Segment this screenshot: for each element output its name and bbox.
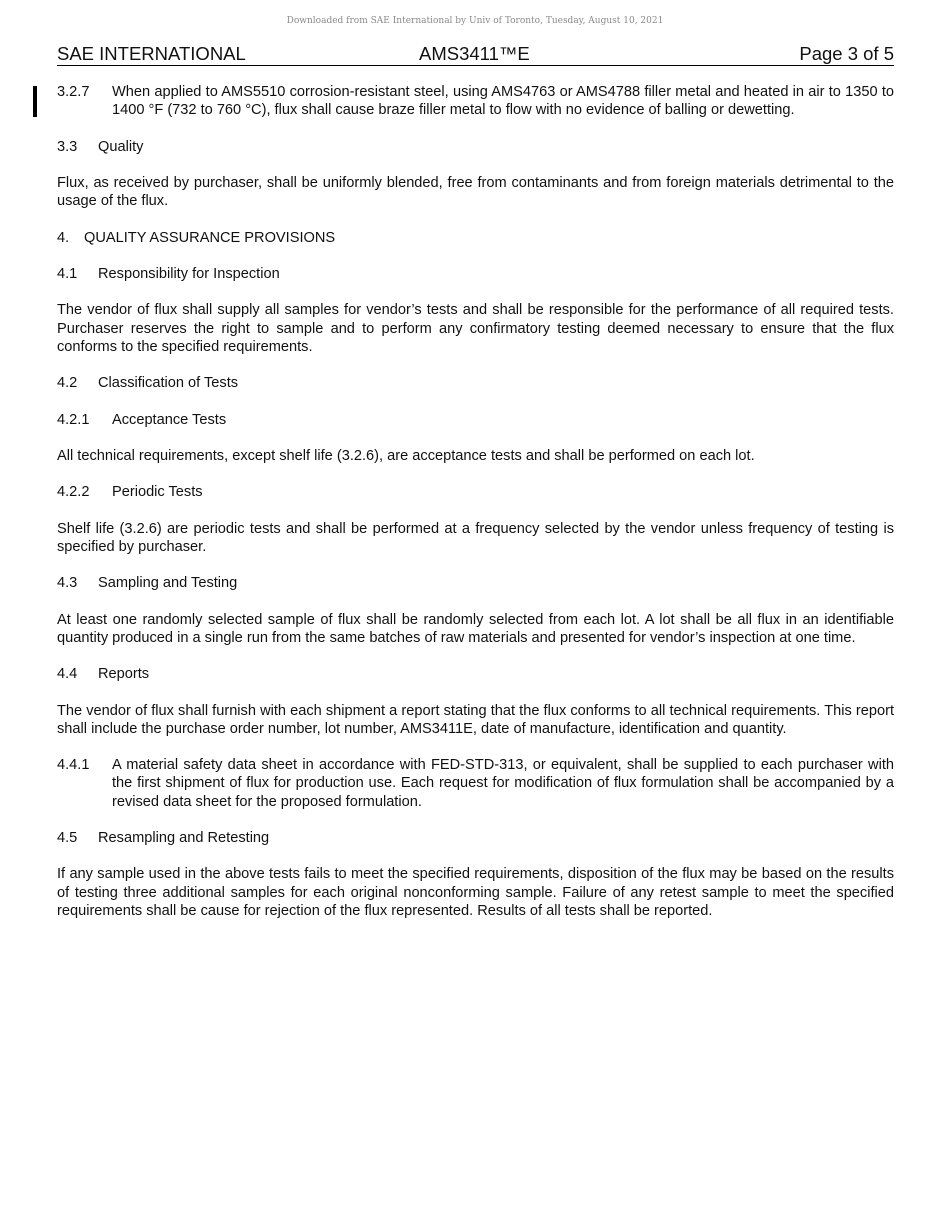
- section-4-5-paragraph: If any sample used in the above tests fails to meet the specified requirements, disposition of the flux may be based on the results of testing three additional samples for each original nonconforming sample. Failure of any retest sample to meet the specified requirements shall be cause for rejection of the flux represented. Results of all tests shall be reported.: [57, 866, 894, 919]
- section-number: 3.3: [57, 138, 78, 155]
- section-4-4-1: [57, 756, 894, 811]
- section-title: Quality: [98, 138, 144, 155]
- section-4-5-heading: [57, 829, 894, 847]
- section-4-4-heading: [57, 665, 894, 683]
- section-title: Periodic Tests: [112, 484, 203, 501]
- document-body: [57, 83, 894, 938]
- section-title: Reports: [98, 666, 150, 683]
- section-4-heading: [57, 229, 894, 247]
- section-4-2-2-heading: [57, 483, 894, 501]
- section-text: When applied to AMS5510 corrosion-resistant steel, using AMS4763 or AMS4788 filler metal and heated in air to 1350 to 1400 °F (732 to 760 °C), flux shall cause braze filler metal to flow with no evidence of balling or dewetting.: [112, 84, 894, 119]
- section-4-3-heading: [57, 574, 894, 592]
- section-text: A material safety data sheet in accordance with FED-STD-313, or equivalent, shall be supplied to each purchaser with the first shipment of flux for production use. Each request for modification of flux formulation shall be accompanied by a revised data sheet for the proposed formulation.: [112, 757, 894, 810]
- download-watermark: Downloaded from SAE International by Univ of Toronto, Tuesday, August 10, 2021: [286, 16, 664, 26]
- section-number: 4.5: [57, 830, 78, 847]
- section-title: QUALITY ASSURANCE PROVISIONS: [84, 229, 336, 246]
- section-4-3-paragraph: At least one randomly selected sample of flux shall be randomly selected from each lot. A lot shall be all flux in an identifiable quantity produced in a single run from the same batches of raw materials and presented for vendor’s inspection at one time.: [57, 611, 894, 646]
- section-number: 4.4.1: [57, 757, 90, 774]
- section-4-2-heading: [57, 374, 894, 392]
- section-number: 4.3: [57, 575, 78, 592]
- section-3-3-paragraph: Flux, as received by purchaser, shall be uniformly blended, free from contaminants and from foreign materials detrimental to the usage of the flux.: [57, 174, 894, 210]
- section-4-2-1-heading: [57, 411, 894, 429]
- section-number: 3.2.7: [57, 84, 90, 100]
- section-3-3-heading: [57, 138, 894, 156]
- header-organization: SAE INTERNATIONAL: [57, 43, 246, 64]
- section-4-1-heading: [57, 265, 894, 283]
- section-title: Classification of Tests: [98, 375, 239, 392]
- section-number: 4.4: [57, 666, 78, 683]
- section-title: Acceptance Tests: [112, 411, 227, 428]
- section-3-2-7: [57, 83, 894, 119]
- section-title: Responsibility for Inspection: [98, 265, 280, 282]
- section-title: Resampling and Retesting: [98, 830, 270, 847]
- page-header: [57, 43, 894, 66]
- section-4-1-paragraph: The vendor of flux shall supply all samples for vendor’s tests and shall be responsible for the performance of all required tests. Purchaser reserves the right to sample and to perform any confirmatory testing deemed necessary to ensure that the flux conforms to the specified requirements.: [57, 302, 894, 355]
- section-4-2-2-paragraph: Shelf life (3.2.6) are periodic tests and shall be performed at a frequency selected by the vendor unless frequency of testing is specified by purchaser.: [57, 520, 894, 555]
- section-title: Sampling and Testing: [98, 575, 238, 592]
- section-number: 4.: [57, 229, 70, 246]
- header-page-number: Page 3 of 5: [799, 43, 894, 64]
- section-4-2-1-paragraph: All technical requirements, except shelf life (3.2.6), are acceptance tests and shall be performed on each lot.: [57, 447, 755, 464]
- section-number: 4.2.2: [57, 484, 90, 501]
- section-number: 4.1: [57, 265, 78, 282]
- section-number: 4.2: [57, 375, 78, 392]
- section-number: 4.2.1: [57, 411, 90, 428]
- revision-change-bar: [33, 86, 37, 117]
- header-document-number: AMS3411™E: [419, 43, 530, 64]
- section-4-4-paragraph: The vendor of flux shall furnish with each shipment a report stating that the flux conforms to all technical requirements. This report shall include the purchase order number, lot number, AMS3411E, date of manufacture, identification and quantity.: [57, 702, 894, 737]
